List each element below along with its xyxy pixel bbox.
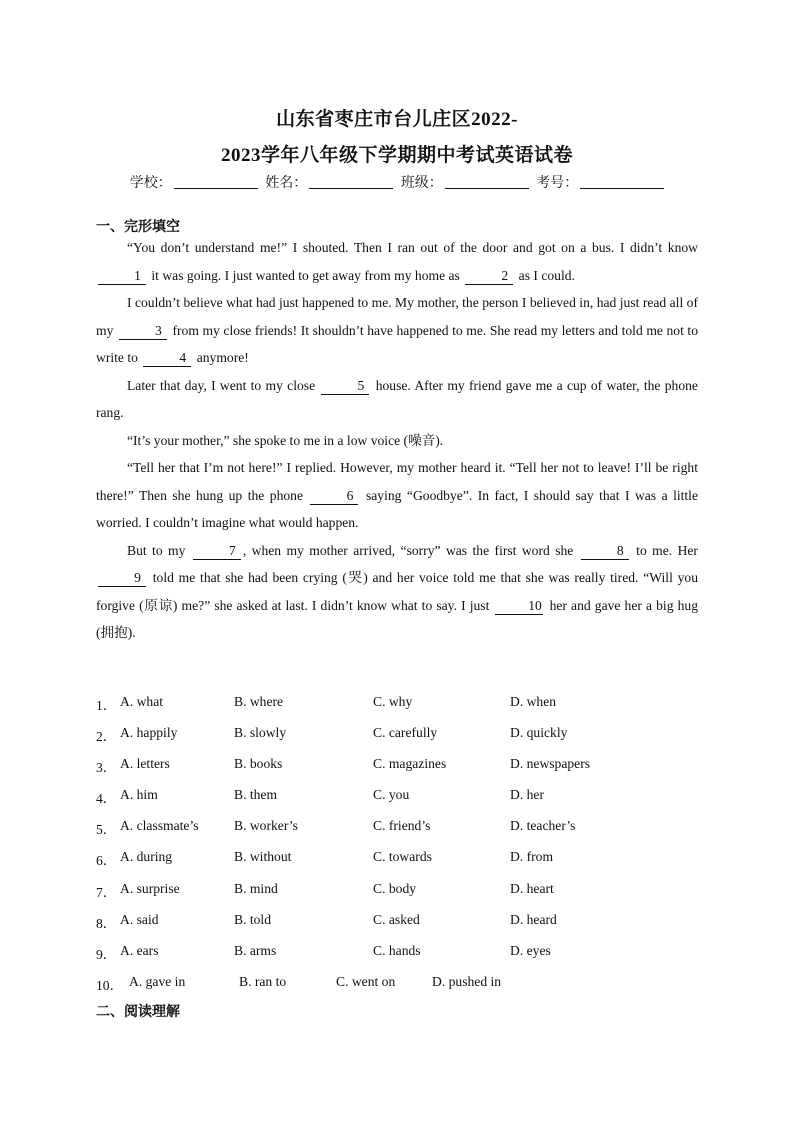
school-label: 学校： — [129, 176, 172, 191]
option-a[interactable]: A. ears — [120, 942, 159, 958]
option-d[interactable]: D. when — [510, 694, 557, 709]
name-blank[interactable] — [309, 174, 393, 189]
option-row: 10． A. gave in B. ran to C. went on D. pushed in — [96, 973, 502, 993]
option-d[interactable]: D. from — [510, 849, 554, 865]
option-c[interactable]: C. carefully — [373, 725, 438, 741]
option-row: 9． A. ears B. arms C. hands D. eyes — [96, 942, 551, 962]
section-heading-reading: 二、阅读理解 — [96, 1005, 180, 1020]
passage-paragraph: I couldn’t believe what had just happened to me. My mother, the person I believed in, had just read all of my 3 from my close friends! It shouldn’t have happened to me. She read my letters and told me not to write to 4 anymore! — [96, 295, 698, 365]
option-c[interactable]: C. body — [373, 880, 417, 896]
option-d[interactable]: D. newspapers — [510, 756, 591, 772]
answer-options — [96, 694, 698, 1005]
option-b[interactable]: B. mind — [234, 880, 278, 896]
option-row: 6． A. during B. without C. towards D. from — [96, 849, 554, 869]
passage-paragraph: Later that day, I went to my close 5 house. After my friend gave me a cup of water, the phone rang. — [96, 377, 698, 420]
option-d[interactable]: D. heard — [510, 911, 557, 927]
option-d[interactable]: D. heart — [510, 880, 554, 896]
option-d[interactable]: D. teacher’s — [510, 818, 576, 834]
option-d[interactable]: D. quickly — [510, 725, 568, 741]
option-a[interactable]: A. during — [120, 849, 173, 865]
class-blank[interactable] — [445, 174, 529, 189]
option-c[interactable]: C. why — [373, 694, 413, 709]
section-heading-cloze: 一、完形填空 — [96, 220, 180, 235]
option-a[interactable]: A. what — [120, 694, 164, 709]
option-c[interactable]: C. asked — [373, 911, 420, 927]
blank-2: 2 — [465, 268, 513, 285]
student-info-line — [0, 172, 794, 192]
option-b[interactable]: B. where — [234, 694, 284, 709]
option-b[interactable]: B. without — [234, 849, 292, 865]
option-b[interactable]: B. them — [234, 787, 278, 803]
option-d[interactable]: D. pushed in — [432, 973, 502, 989]
school-blank[interactable] — [174, 174, 258, 189]
exam-number-label: 考号： — [536, 176, 579, 191]
option-a[interactable]: A. surprise — [120, 880, 180, 896]
blank-8: 8 — [581, 543, 629, 560]
blank-1: 1 — [98, 268, 146, 285]
blank-5: 5 — [321, 378, 369, 395]
option-row: 1． A. what B. where C. why D. when — [96, 694, 557, 713]
option-row: 2． A. happily B. slowly C. carefully D. quickly — [96, 725, 568, 745]
blank-3: 3 — [119, 323, 167, 340]
blank-6: 6 — [310, 488, 358, 505]
passage-paragraph: “You don’t understand me!” I shouted. Then I ran out of the door and got on a bus. I didn’t know 1 it was going. I just wanted to get away from my home as 2 as I could. — [96, 234, 698, 289]
passage-paragraph: “It’s your mother,” she spoke to me in a low voice (噪音). — [127, 432, 444, 448]
option-c[interactable]: C. friend’s — [373, 818, 431, 834]
option-a[interactable]: A. letters — [120, 756, 170, 772]
exam-number-blank[interactable] — [580, 174, 664, 189]
option-a[interactable]: A. happily — [120, 725, 178, 741]
option-b[interactable]: B. ran to — [239, 973, 287, 989]
option-row: 4． A. him B. them C. you D. her — [96, 787, 544, 807]
exam-title-line-2: 2023学年八年级下学期期中考试英语试卷 — [220, 145, 573, 166]
option-b[interactable]: B. slowly — [234, 725, 287, 741]
option-b[interactable]: B. worker’s — [234, 818, 298, 834]
option-b[interactable]: B. arms — [234, 942, 277, 958]
option-a[interactable]: A. classmate’s — [120, 818, 199, 834]
option-row: 8． A. said B. told C. asked D. heard — [96, 911, 557, 931]
cloze-passage — [96, 234, 698, 647]
option-a[interactable]: A. gave in — [129, 973, 186, 989]
blank-4: 4 — [143, 350, 191, 367]
option-c[interactable]: C. you — [373, 787, 410, 803]
blank-9: 9 — [98, 570, 146, 587]
blank-7: 7 — [193, 543, 241, 560]
option-a[interactable]: A. him — [120, 787, 158, 803]
option-d[interactable]: D. her — [510, 787, 544, 803]
passage-paragraph: “Tell her that I’m not here!” I replied. However, my mother heard it. “Tell her not to leave! I’ll be right there!” Then she hung up the phone 6 saying “Goodbye”. In fact, I should say that I was a little worried. I couldn’t imagine what would happen. — [96, 460, 698, 530]
option-b[interactable]: B. told — [234, 911, 272, 927]
class-label: 班级： — [400, 176, 443, 191]
option-row: 5． A. classmate’s B. worker’s C. friend’s D. teacher’s — [96, 818, 576, 838]
option-c[interactable]: C. hands — [373, 942, 421, 958]
option-c[interactable]: C. magazines — [373, 756, 447, 772]
option-row: 7． A. surprise B. mind C. body D. heart — [96, 880, 554, 900]
option-a[interactable]: A. said — [120, 911, 159, 927]
option-c[interactable]: C. went on — [336, 973, 396, 989]
exam-title-line-1: 山东省枣庄市台儿庄区2022- — [276, 109, 518, 130]
blank-10: 10 — [495, 598, 543, 615]
name-label: 姓名： — [265, 176, 308, 191]
option-b[interactable]: B. books — [234, 756, 283, 772]
option-d[interactable]: D. eyes — [510, 942, 551, 958]
passage-paragraph: But to my 7 , when my mother arrived, “sorry” was the first word she 8 to me. Her 9 told me that she had been crying (哭) and her voice told me that she was really tired. “Will you forgive (原谅) me?” she asked at last. I didn’t know what to say. I just 10 her and gave her a big hug (拥抱). — [96, 542, 698, 640]
option-c[interactable]: C. towards — [373, 849, 432, 865]
option-row: 3． A. letters B. books C. magazines D. newspapers — [96, 756, 591, 776]
